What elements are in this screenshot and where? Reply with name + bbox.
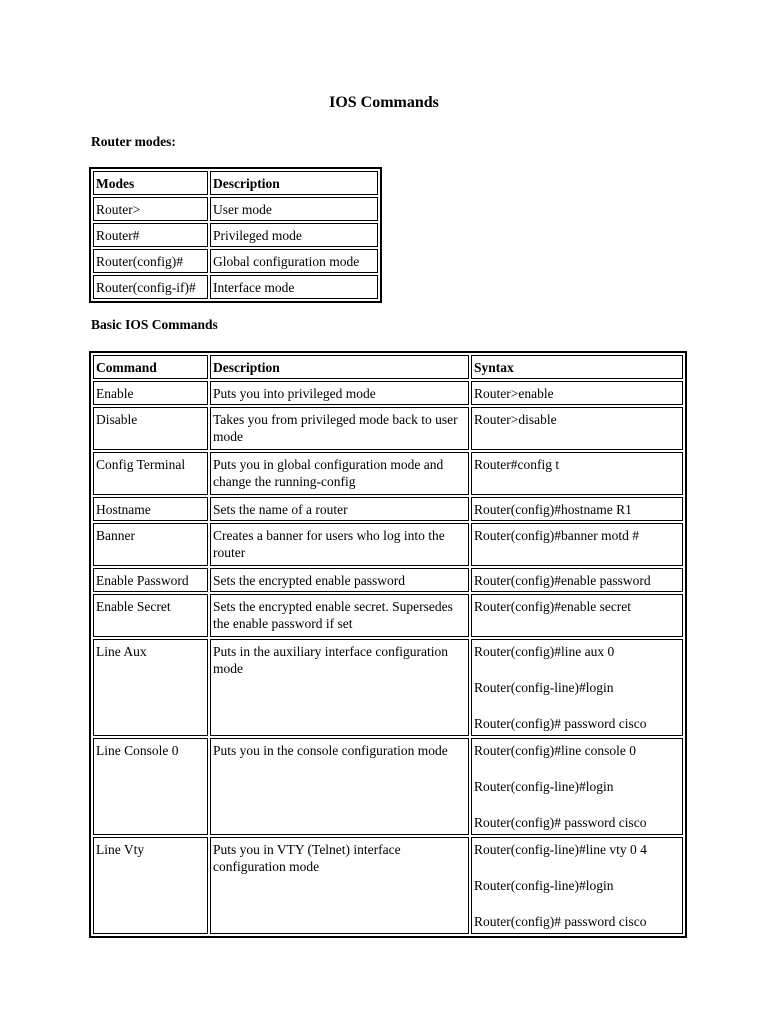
command-syntax-cell [471,452,683,495]
syntax-line: Router(config-line)#login [474,680,614,695]
basic-commands-body [93,381,683,934]
table-row [93,407,683,450]
column-header-description: Description [210,355,469,379]
command-description-cell: Creates a banner for users who log into the router [210,523,469,566]
syntax-line: Router(config)# password cisco [474,716,647,731]
column-header-command: Command [93,355,208,379]
table-row [93,381,683,405]
table-row [93,275,378,299]
syntax-line: Router(config)#hostname R1 [474,502,632,517]
command-description-cell: Sets the encrypted enable password [210,568,469,592]
command-cell: Hostname [93,497,208,521]
table-row [93,523,683,566]
router-modes-heading: Router modes: [91,134,176,149]
syntax-line: Router(config)# password cisco [474,815,647,830]
syntax-line: Router(config-line)#login [474,779,614,794]
command-description-cell: Puts you into privileged mode [210,381,469,405]
mode-description-cell: User mode [210,197,378,221]
command-syntax-cell [471,523,683,566]
column-header-description: Description [210,171,378,195]
command-syntax-cell [471,497,683,521]
command-cell: Enable [93,381,208,405]
syntax-line: Router(config)# password cisco [474,914,647,929]
command-cell: Enable Password [93,568,208,592]
command-syntax-cell [471,594,683,637]
table-row [93,837,683,934]
mode-cell: Router# [93,223,208,247]
table-row [93,452,683,495]
table-header-row [93,171,378,195]
command-cell: Line Console 0 [93,738,208,835]
command-syntax-cell [471,738,683,835]
command-description-cell: Puts in the auxiliary interface configuration mode [210,639,469,736]
command-description-cell: Sets the encrypted enable secret. Supersedes the enable password if set [210,594,469,637]
mode-cell: Router(config)# [93,249,208,273]
command-cell: Enable Secret [93,594,208,637]
syntax-line: Router(config)#banner motd # [474,528,639,543]
table-row [93,738,683,835]
command-syntax-cell [471,639,683,736]
command-cell: Line Vty [93,837,208,934]
column-header-modes: Modes [93,171,208,195]
syntax-line: Router(config)#line aux 0 [474,644,615,659]
mode-cell: Router> [93,197,208,221]
table-header-row [93,355,683,379]
syntax-line: Router>enable [474,386,554,401]
syntax-line: Router>disable [474,412,557,427]
command-description-cell: Puts you in the console configuration mode [210,738,469,835]
table-row [93,197,378,221]
syntax-line: Router(config-line)#line vty 0 4 [474,842,647,857]
command-cell: Banner [93,523,208,566]
table-row [93,594,683,637]
mode-description-cell: Interface mode [210,275,378,299]
table-row [93,568,683,592]
command-description-cell: Puts you in VTY (Telnet) interface configuration mode [210,837,469,934]
syntax-line: Router(config-line)#login [474,878,614,893]
table-row [93,497,683,521]
router-modes-body [93,197,378,299]
command-description-cell: Takes you from privileged mode back to user mode [210,407,469,450]
mode-description-cell: Global configuration mode [210,249,378,273]
table-row [93,223,378,247]
command-cell: Config Terminal [93,452,208,495]
command-syntax-cell [471,381,683,405]
column-header-syntax: Syntax [471,355,683,379]
syntax-line: Router(config)#enable password [474,573,651,588]
syntax-line: Router(config)#enable secret [474,599,632,614]
mode-description-cell: Privileged mode [210,223,378,247]
mode-cell: Router(config-if)# [93,275,208,299]
basic-commands-heading: Basic IOS Commands [91,317,218,332]
syntax-line: Router(config)#line console 0 [474,743,636,758]
table-row [93,639,683,736]
command-cell: Disable [93,407,208,450]
syntax-line: Router#config t [474,457,560,472]
command-description-cell: Sets the name of a router [210,497,469,521]
router-modes-table [89,167,382,303]
command-description-cell: Puts you in global configuration mode and change the running-config [210,452,469,495]
command-syntax-cell [471,568,683,592]
command-syntax-cell [471,407,683,450]
basic-commands-table [89,351,687,938]
command-syntax-cell [471,837,683,934]
table-row [93,249,378,273]
document-title: IOS Commands [329,94,439,111]
command-cell: Line Aux [93,639,208,736]
